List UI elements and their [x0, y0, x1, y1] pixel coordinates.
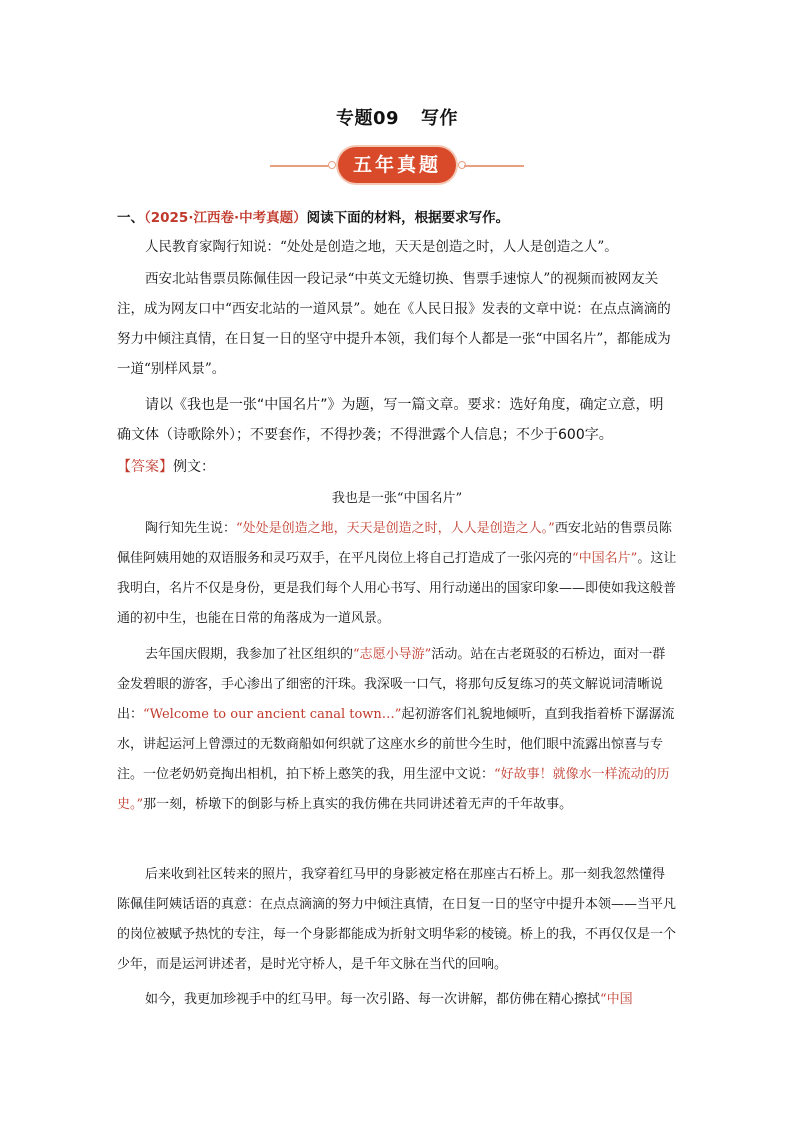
answer-heading — [117, 456, 215, 476]
five-year-exams-banner — [270, 145, 524, 187]
essay-p4-text-a: 如今，我更加珍视手中的红马甲。每一次引路、每一次讲解，都仿佛在精心擦拭 — [145, 992, 601, 1007]
essay-paragraph-4 — [117, 985, 677, 1015]
essay-p2-text-b: 活动。站在古老斑驳的石桥边，面对一群金发碧眼的游客，手心渗出了细密的汗珠。我深吸一口气，将那句反复练习的英文解说词清晰说出： — [117, 647, 666, 722]
answer-label: 例文： — [173, 459, 215, 475]
banner-label: 五年真题 — [338, 147, 456, 183]
essay-p1-text-a: 陶行知先生说： — [145, 521, 237, 536]
essay-p1-text-b: 西安北站的售票员陈佩佳阿姨用她的双语服务和灵巧双手，在平凡岗位上将自己打造成了一张闪亮的 — [117, 521, 672, 566]
essay-paragraph-2 — [117, 640, 677, 820]
essay-p1-highlight: “中国名片” — [572, 551, 638, 566]
banner-left-dot — [328, 161, 336, 169]
essay-p2-text-d: 那一刻，桥墩下的倒影与桥上真实的我仿佛在共同讲述着无声的千年故事。 — [143, 797, 573, 812]
essay-p2-highlight-1: “志愿小导游” — [353, 647, 432, 662]
essay-paragraph-1 — [117, 514, 677, 634]
page-title — [0, 104, 794, 130]
question-heading — [117, 206, 509, 226]
answer-tag: 【答案】 — [117, 459, 173, 475]
banner-right-line — [464, 165, 524, 167]
essay-p4-highlight: “中国 — [600, 992, 633, 1007]
essay-p2-highlight-3: “好故事！就像水一样流动的历史。” — [117, 767, 670, 812]
essay-paragraph-3: 后来收到社区转来的照片，我穿着红马甲的身影被定格在那座古石桥上。那一刻我忽然懂得陈佩佳阿姨话语的真意：在点点滴滴的努力中倾注真情，在日复一日的坚守中提升本领——当平凡的岗位被赋予热忱的专注，每一个身影都能成为折射文明华彩的棱镜。桥上的我，不再仅仅是一个少年，而是运河讲述者，是时光守桥人，是千年文脉在当代的回响。 — [117, 867, 677, 972]
writing-requirement: 请以《我也是一张“中国名片”》为题，写一篇文章。要求：选好角度，确定立意，明确文体（诗歌除外）；不要套作，不得抄袭；不得泄露个人信息；不少于600字。 — [117, 397, 664, 443]
essay-p2-text-c: 起初游客们礼貌地倾听，直到我指着桥下潺潺流水，讲起运河上曾漂过的无数商船如何织就了这座水乡的前世今生时，他们眼中流露出惊喜与专注。一位老奶奶竟掏出相机，拍下桥上憨笑的我，用生涩中文说： — [117, 707, 675, 782]
title-topic-number: 专题09 — [335, 108, 400, 129]
essay-title: 我也是一张“中国名片” — [331, 491, 463, 506]
material-paragraph-2: 西安北站售票员陈佩佳因一段记录“中英文无缝切换、售票手速惊人”的视频而被网友关注，成为网友口中“西安北站的一道风景”。她在《人民日报》发表的文章中说：在点点滴滴的努力中倾注真情，在日复一日的坚守中提升本领，我们每个人都是一张“中国名片”，都能成为一道“别样风景”。 — [117, 271, 671, 377]
question-source: （2025·江西卷·中考真题） — [144, 210, 307, 226]
essay-p1-quote: “处处是创造之地，天天是创造之时，人人是创造之人。” — [236, 521, 555, 536]
essay-p2-highlight-2: “Welcome to our ancient canal town…” — [143, 707, 402, 722]
title-topic-name: 写作 — [421, 108, 459, 129]
question-number: 一、 — [117, 210, 144, 226]
material-paragraph-1: 人民教育家陶行知说：“处处是创造之地，天天是创造之时，人人是创造之人”。 — [145, 239, 618, 255]
essay-p1-text-c: 。这让我明白，名片不仅是身份，更是我们每个人用心书写、用行动递出的国家印象——即使如我这般普通的初中生，也能在日常的角落成为一道风景。 — [117, 551, 677, 626]
question-instruction: 阅读下面的材料，根据要求写作。 — [306, 210, 510, 226]
essay-p2-text-a: 去年国庆假期，我参加了社区组织的 — [145, 647, 354, 662]
banner-left-line — [270, 165, 330, 167]
